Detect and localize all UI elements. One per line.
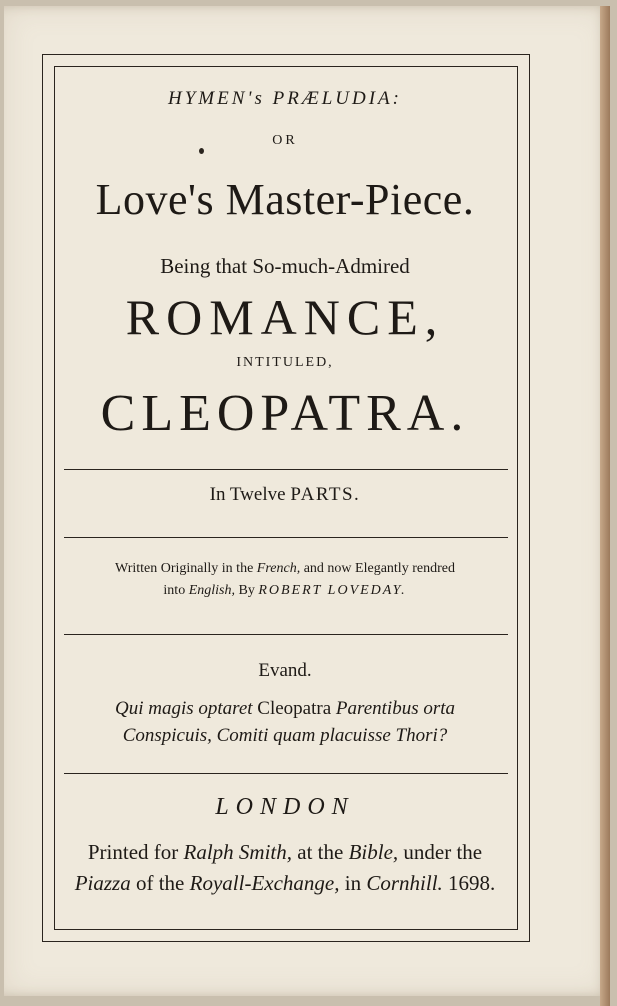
french-word: French, — [256, 561, 301, 576]
parts-caps: PARTS. — [290, 484, 361, 505]
imprint-line-1 — [54, 840, 516, 865]
imprint-text: in — [344, 871, 362, 895]
sign-name: Bible, — [348, 840, 399, 864]
epigraph-speaker: Evand. — [258, 660, 312, 681]
epigraph-text: Parentibus orta — [335, 698, 456, 719]
printer-name: Ralph Smith, — [183, 840, 293, 864]
written-line — [54, 561, 516, 577]
or-line: OR — [272, 133, 298, 148]
written-text: Written Originally in the — [115, 561, 254, 576]
place-name: Royall-Exchange, — [189, 871, 340, 895]
intituled-line: INTITULED, — [236, 355, 334, 370]
main-title: Love's Master-Piece. — [95, 175, 475, 224]
epigraph-text: Qui magis optaret — [114, 698, 253, 719]
divider-rule — [64, 469, 508, 470]
place-name: Cornhill. — [366, 871, 443, 895]
written-text: and now Elegantly rendred — [303, 561, 455, 576]
translator-line — [54, 583, 516, 599]
divider-rule — [64, 634, 508, 635]
being-line: Being that So-much-Admired — [160, 254, 410, 278]
author-name: ROBERT LOVEDAY. — [258, 583, 407, 598]
imprint-text: of the — [135, 871, 185, 895]
book-spine-edge — [600, 6, 610, 1006]
cleopatra-line: CLEOPATRA. — [100, 385, 470, 442]
by-word: By — [238, 583, 255, 598]
hymen-line: HYMEN's PRÆLUDIA: — [168, 88, 402, 109]
epigraph-line-1 — [54, 698, 516, 720]
parts-prefix: In Twelve — [209, 484, 286, 505]
divider-rule — [64, 773, 508, 774]
into-word: into — [163, 583, 186, 598]
imprint-year: 1698. — [448, 871, 496, 895]
imprint-text: under the — [403, 840, 483, 864]
english-word: English, — [188, 583, 235, 598]
epigraph-name: Cleopatra — [257, 698, 332, 719]
place-name: Piazza — [74, 871, 131, 895]
imprint-text: at the — [297, 840, 344, 864]
parts-line — [54, 484, 516, 506]
divider-rule — [64, 537, 508, 538]
epigraph-line-2: Conspicuis, Comiti quam placuisse Thori? — [122, 725, 448, 746]
imprint-city: LONDON — [215, 794, 355, 820]
title-page-content — [54, 66, 516, 928]
imprint-text: Printed for — [87, 840, 179, 864]
imprint-line-2 — [54, 871, 516, 896]
romance-line: ROMANCE, — [125, 289, 445, 345]
